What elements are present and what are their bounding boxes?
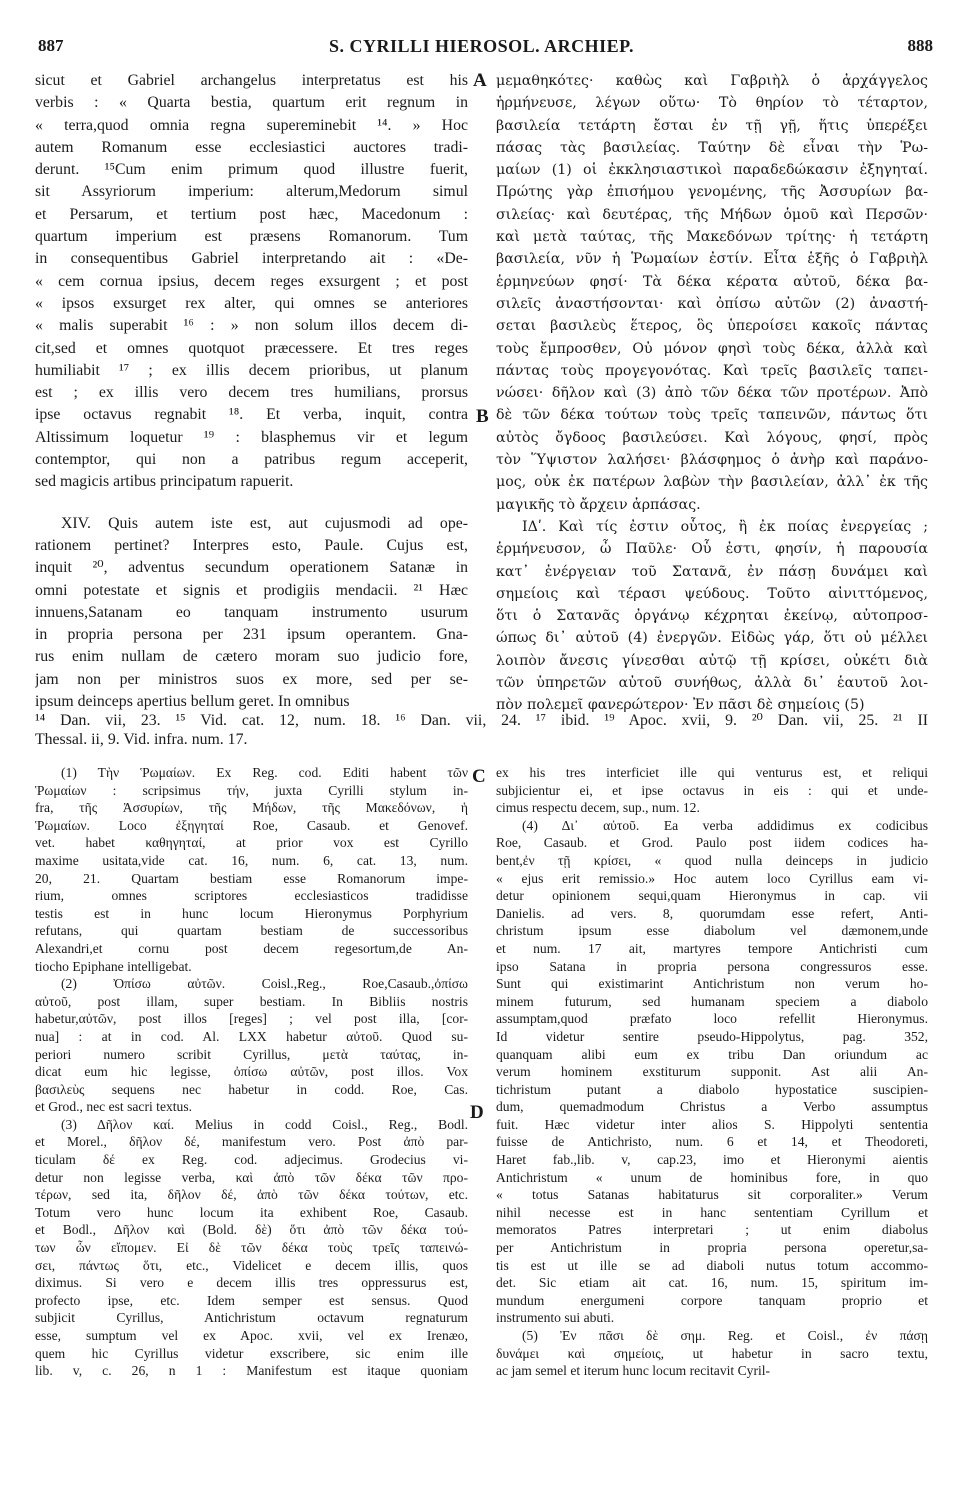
note-line: maxime usitata,vide cat. 16, num. 6, cat. 13, num. xyxy=(35,852,468,868)
latin-line: jam non per ministros suos ex more, sed per se- xyxy=(35,670,468,688)
latin-text-column xyxy=(35,70,468,713)
latin-line: « ipsos exsurget rex alter, qui omnes se anteriores xyxy=(35,294,468,312)
latin-section-14 xyxy=(35,513,468,714)
note-line: fuisse de Antichristo, num. 6 et 14, et Theodoreti, xyxy=(496,1134,928,1150)
latin-line: autem Romanum esse ecclesiastici auctores tradi- xyxy=(35,138,468,156)
note-line: instrumento sui abuti. xyxy=(496,1310,615,1326)
latin-line: XIV. Quis autem iste est, aut cujusmodi ad ope- xyxy=(61,514,468,532)
note-line: (5) Ἐν πᾶσι δὲ σημ. Reg. et Coisl., ἐν πάσῃ xyxy=(522,1328,928,1343)
margin-marker-c: C xyxy=(472,766,486,787)
note-line: bent,ἐν τῇ κρίσει, « quod nulla deinceps in judicio xyxy=(496,852,928,868)
latin-line: quartum imperium est præsens Romanorum. Tum xyxy=(35,228,468,246)
note-line: βασιλεὺς sequens nec habetur in codd. Roe, Cas. xyxy=(35,1081,468,1097)
note-line: rium, omnes scriptores ecclesiasticos tradidisse xyxy=(35,888,468,904)
greek-section-13 xyxy=(496,70,928,516)
latin-line: sit Assyriorum imperium: alterum,Medorum simul xyxy=(35,183,468,201)
note-line: fra, τῆς Ἀσσυρίων, τῆς Μήδων, τῆς Μακεδόνων, ἡ xyxy=(35,800,468,816)
latin-line: innuens,Satanam eo tanquam instrumento usurum xyxy=(35,603,468,621)
greek-line: κατ᾽ ἐνέργειαν τοῦ Σατανᾶ, ἐν πάσῃ δυνάμει καὶ xyxy=(496,563,928,580)
greek-line: καὶ μετὰ ταύτας, τῆς Μακεδόνων τρίτης· ἡ τετάρτη xyxy=(496,229,928,246)
footnote-reference-line: Thessal. ii, 9. Vid. infra. num. 17. xyxy=(35,731,248,748)
note-line: refutans, qui quartam bestiam de successoribus xyxy=(35,923,468,939)
note-line: detur non legisse verba, καὶ ἀπὸ τῶν δέκα τῶν προ- xyxy=(35,1169,468,1185)
note-line: tiocho Epiphane intelligebat. xyxy=(35,958,192,974)
note-line: dicat eum hic legisse, ὀπίσω αὐτῶν, post illos. Vox xyxy=(35,1064,468,1080)
note-line: et Morel., δῆλον δέ, manifestum vero. Post ἀπὸ par- xyxy=(35,1134,468,1150)
greek-line: ἡρμήνευσε, λέγων οὕτω· Τὸ θηρίον τὸ τέταρτον, xyxy=(496,95,928,112)
greek-line: τῶν ὑπηρετῶν αὐτοῦ συνήθως, ἀλλὰ δι᾽ ἑαυτοῦ λοι- xyxy=(496,675,928,692)
page-number-right: 888 xyxy=(907,36,933,55)
note-line: et num. 17 ait, martyres tempore Antichristi cum xyxy=(496,940,928,956)
note-line: αὐτοῦ, post illam, super bestiam. In Bibliis nostris xyxy=(35,993,468,1009)
greek-line: βασιλεία, νῦν ἡ Ῥωμαίων ἐστίν. Εἶτα ἑξῆς ὁ Γαβριὴλ xyxy=(496,251,928,268)
note-line: cimus respectu decem, sup., num. 12. xyxy=(496,800,700,816)
note-line: mundum energumeni corpore tanquam proprio et xyxy=(496,1292,928,1308)
note-line: Ῥωμαίων : scripsimus τήν, juxta Cyrilli stylum in- xyxy=(35,782,468,798)
note-line: detur opinionem sequi,quam Hieronymus in cap. vii xyxy=(496,888,928,904)
note-line: Antichristum « unum de hominibus fore, in quo xyxy=(496,1169,928,1185)
latin-line: verbis : « Quarta bestia, quartum erit regnum in xyxy=(35,94,468,112)
note-line: det. Sic etiam ait cat. 16, num. 15, spiritum im- xyxy=(496,1275,928,1291)
note-line: ac jam semel et iterum hunc locum recitavit Cyril- xyxy=(496,1363,771,1379)
latin-line: est ; ex illis vero decem tres humilians, prorsus xyxy=(35,384,468,402)
latin-line: contemptor, qui non a patribus regum acceperit, xyxy=(35,451,468,469)
note-line: assumptam,quod præfato loco refellit Hieronymus. xyxy=(496,1011,928,1027)
latin-section-13 xyxy=(35,70,468,494)
margin-marker-a: A xyxy=(473,70,487,91)
greek-line: μαγικῆς τὸ ἄρχειν ἁρπάσας. xyxy=(496,496,701,513)
note-line: per Antichristum in propria persona operetur,sa- xyxy=(496,1240,928,1256)
note-line: Roe, Casaub. et Grod. Paulo post iidem codices ha- xyxy=(496,835,928,851)
greek-section-14 xyxy=(496,516,928,717)
greek-line: τὸν Ὕψιστον λαλήσει· βλάσφημος ὁ ἀνὴρ καὶ παράνο- xyxy=(496,452,928,469)
note-line: Sunt qui existimarint Antichristum non verum ho- xyxy=(496,976,928,992)
greek-text-column xyxy=(496,70,928,717)
latin-line: « cem cornua ipsius, decem reges exsurgent ; et post xyxy=(35,272,468,290)
greek-line: αὐτὸς ὄγδοος βασιλεύσει. Καὶ λόγους, φησί, πρὸς xyxy=(496,429,928,446)
notes-left-column xyxy=(35,764,468,1380)
note-line: Danielis. ad vers. 8, quorumdam esse refert, Anti- xyxy=(496,905,928,921)
greek-line: Πρώτης γὰρ ἐπισήμου γενομένης, τῆς Ἀσσυρίων βα- xyxy=(496,184,928,201)
greek-line: νώσει· δῆλον καὶ (3) ἀπὸ τῶν δέκα τῶν προτέρων. Ἀπὸ xyxy=(496,385,928,402)
greek-line: σιλείας· καὶ δευτέρας, τῆς Μήδων ὁμοῦ καὶ Περσῶν· xyxy=(496,206,928,223)
greek-line: σημείοις καὶ τέρασι ψεύδους. Τοῦτο αἰνιττόμενος, xyxy=(496,585,928,602)
greek-line: ΙΔʹ. Καὶ τίς ἐστιν οὗτος, ἢ ἐκ ποίας ἐνεργείας ; xyxy=(522,518,928,535)
latin-line: omni potestate et signis et prodigiis mendacii. ²¹ Hæc xyxy=(35,581,468,599)
note-line: dum, quemadmodum Christus a Verbo assumptus xyxy=(496,1099,928,1115)
greek-line: πὸν πολεμεῖ φανερώτερον· Ἐν πᾶσι δὲ σημείοις (5) xyxy=(496,697,865,714)
note-line: verum hominem exstiturum supponit. Ast alii An- xyxy=(496,1064,928,1080)
latin-line: in consequentibus Gabriel interpretando ait : «De- xyxy=(35,250,468,268)
note-line: ex his tres interficiet ille qui venturus est, et reliqui xyxy=(496,765,928,780)
greek-line: ἑρμηνεύων φησί· Τὰ δέκα κέρατα αὐτοῦ, δέκα βα- xyxy=(496,273,928,290)
note-line: profecto ipse, etc. Idem semper est sensus. Quod xyxy=(35,1292,468,1308)
latin-line: sicut et Gabriel archangelus interpretatus est his xyxy=(35,72,468,89)
latin-line: rationem pertinet? Interpres esto, Paule. Cujus est, xyxy=(35,536,468,554)
note-line: (2) Ὀπίσω αὐτῶν. Coisl.,Reg., Roe,Casaub.,ὀπίσω xyxy=(61,976,468,992)
note-line: (4) Δι᾽ αὐτοῦ. Ea verba addidimus ex codicibus xyxy=(522,817,928,833)
note-line: testis est in hunc locum Hieronymus Porphyrium xyxy=(35,905,468,921)
note-line: Alexandri,et cornu post decem regesortum,de An- xyxy=(35,940,468,956)
note-line: « ejus erit remissio.» Hoc autem loco Cyrillus eam vi- xyxy=(496,870,928,886)
latin-line: derunt. ¹⁵Cum enim primum quod illustre fuerit, xyxy=(35,161,468,179)
note-line: « totus Satanas habitaturus sit corporaliter.» Verum xyxy=(496,1187,928,1203)
note-line: quanquam alibi eum ex tribu Dan oriundum ac xyxy=(496,1046,928,1062)
latin-line: « malis superabit ¹⁶ : » non solum illos decem di- xyxy=(35,317,468,335)
note-line: τέρων, sed ita, δῆλον δέ, ἀπὸ τῶν δέκα τούτων, etc. xyxy=(35,1187,468,1203)
note-line: Id videtur sentire pseudo-Hippolytus, pag. 352, xyxy=(496,1028,928,1044)
greek-line: δὲ τῶν δέκα τούτων τοὺς τρεῖς ταπεινῶν, πάντως ὅτι xyxy=(496,407,928,424)
note-line: nihil necesse est in hanc sententiam Cyrillum et xyxy=(496,1204,928,1220)
greek-line: μεμαθηκότες· καθὼς καὶ Γαβριὴλ ὁ ἀρχάγγελος xyxy=(496,73,928,89)
note-line: δυνάμει καὶ σημείοις, ut habetur in sacro textu, xyxy=(496,1345,928,1361)
note-line: σει, πάντως ὅτι, etc., Videlicet e decem illis, quos xyxy=(35,1257,468,1273)
footnote-reference-line: ¹⁴ Dan. vii, 23. ¹⁵ Vid. cat. 12, num. 18. ¹⁶ Dan. vii, 24. ¹⁷ ibid. ¹⁹ Apoc. xvii, 9. ²⁰ Dan. vii, 25. ²¹ II xyxy=(35,712,928,729)
greek-line: μος, οὐκ ἐκ πατέρων λαβὼν τὴν βασιλείαν, ἀλλ᾽ ἐκ τῆς xyxy=(496,474,928,491)
greek-line: τοὺς ἔμπροσθεν, Οὐ μόνον φησὶ τοὺς δέκα, ἀλλὰ καὶ xyxy=(496,340,928,357)
greek-line: βασιλεία τετάρτη ἔσται ἐν τῇ γῇ, ἥτις ὑπερέξει xyxy=(496,117,928,134)
running-title: S. CYRILLI HIEROSOL. ARCHIEP. xyxy=(329,36,634,56)
note-line: periori numero scribit Cyrillus, μετὰ ταύτας, in- xyxy=(35,1046,468,1062)
note-line: lib. v, c. 26, n 1 : Manifestum est itaque quoniam xyxy=(35,1363,468,1379)
greek-line: σεται βασιλεὺς ἕτερος, ὃς ὑπεροίσει κακοῖς πάντας xyxy=(496,318,928,335)
note-line: et Bodl., Δῆλον καὶ (Bold. δὲ) ὅτι ἀπὸ τῶν δέκα τού- xyxy=(35,1222,468,1238)
latin-line: et Persarum, et tertium post hæc, Macedonum : xyxy=(35,205,468,223)
greek-line: πάσας τὰς βασιλείας. Ταύτην δὲ εἶναι τὴν Ῥω- xyxy=(496,139,928,156)
note-line: ipso Satana in propria persona congressuros esse. xyxy=(496,958,928,974)
note-line: christum ipsum esse diabolum vel dæmonem,unde xyxy=(496,923,928,939)
greek-line: πάντας τοὺς προγεγονότας. Καὶ τρεῖς βασιλεῖς ταπει- xyxy=(496,362,928,379)
note-line: memoratos Patres interpretari ; ut enim diabolus xyxy=(496,1222,928,1238)
note-line: tis est ut ille se ad diaboli nutus totum accommo- xyxy=(496,1257,928,1273)
margin-marker-b: B xyxy=(476,406,489,427)
note-line: (3) Δῆλον καί. Melius in codd Coisl., Reg., Bodl. xyxy=(61,1116,468,1132)
note-line: subjicientur ei, et ipse octavus in eis : qui et unde- xyxy=(496,782,928,798)
running-header xyxy=(30,36,933,58)
note-line: habetur,αὐτῶν, post illos [reges] ; vel post illa, [cor- xyxy=(35,1011,468,1027)
note-line: minem futurum, sed humanam speciem a diabolo xyxy=(496,993,928,1009)
note-line: et Grod., nec est sacri textus. xyxy=(35,1099,193,1115)
latin-line: humiliabit ¹⁷ ; ex illis decem prioribus, ut planum xyxy=(35,361,468,379)
note-line: Ῥωμαίων. Loco ἐξηγηταί Roe, Casaub. et Genovef. xyxy=(35,817,468,833)
latin-line: in propria persona per 231 ipsum operantem. Gna- xyxy=(35,626,468,644)
note-line: quem hic Cyrillus videtur exscribere, sic enim ille xyxy=(35,1345,468,1361)
footnote-references xyxy=(35,711,928,749)
note-line: subjicit Cyrillus, Antichristum octavum regnaturum xyxy=(35,1310,468,1326)
greek-line: μαίων (1) οἱ ἐκκλησιαστικοὶ παραδεδώκασιν ἐξηγηταί. xyxy=(496,162,928,179)
note-line: fuit. Hæc videtur inter alios S. Hippolyti sententia xyxy=(496,1116,928,1132)
latin-line: cit,sed et omnes quotquot præcessere. Et tres reges xyxy=(35,339,468,357)
notes-right-column xyxy=(496,764,928,1380)
latin-line: Altissimum loquetur ¹⁹ : blasphemus vir et legum xyxy=(35,428,468,446)
latin-line: inquit ²⁰, adventus secundum operationem Satanæ in xyxy=(35,559,468,577)
note-line: των ὧν εἴπομεν. Εἰ δὲ τῶν δέκα τοὺς τρεῖς ταπεινώ- xyxy=(35,1240,468,1256)
latin-line: rus enim nullam de cætero moram suo judicio fore, xyxy=(35,648,468,666)
note-line: esse, sumptum vel ex Apoc. xvii, vel ex Irenæo, xyxy=(35,1328,468,1343)
latin-line: ipse octavus regnabit ¹⁸. Et verba, inquit, contra xyxy=(35,406,468,424)
greek-line: ἑρμήνευσον, ὦ Παῦλε· Οὗ ἐστι, φησίν, ἡ παρουσία xyxy=(496,541,928,558)
note-line: tichristum putant a diabolo hypostatice suscipien- xyxy=(496,1081,928,1097)
note-line: diximus. Si vero e decem illis tres oppressurus est, xyxy=(35,1275,468,1291)
note-line: nua] : at in cod. Al. LXX habetur αὐτοῦ. Quod su- xyxy=(35,1028,468,1044)
page-number-left: 887 xyxy=(38,36,64,55)
note-line: ticulam δέ ex Reg. cod. adjecimus. Grodecius vi- xyxy=(35,1152,468,1168)
greek-line: ώπως δι᾽ αὐτοῦ (4) ἐνεργῶν. Εἰδὼς γάρ, ὅτι οὐ μέλλει xyxy=(496,630,928,647)
note-line: 20, 21. Quartam bestiam esse Romanorum impe- xyxy=(35,870,468,886)
latin-line: sed magicis artibus principatum rapuerit. xyxy=(35,473,294,491)
margin-marker-d: D xyxy=(470,1102,484,1123)
latin-line: « terra,quod omnia regna supereminebit ¹⁴. » Hoc xyxy=(35,116,468,134)
note-line: vet. habet καθηγηταί, at prior vox est Cyrillo xyxy=(35,835,468,851)
note-line: (1) Τὴν Ῥωμαίων. Ex Reg. cod. Editi habent τῶν xyxy=(61,765,468,780)
latin-line: ipsum deinceps apertius bellum geret. In omnibus xyxy=(35,693,350,711)
note-line: Totum vero hunc locum ita exhibent Roe, Casaub. xyxy=(35,1204,468,1220)
greek-line: σιλεῖς ἀναστήσονται· καὶ ὀπίσω αὐτῶν (2) ἀναστή- xyxy=(496,295,928,312)
greek-line: λοιπὸν ἄνεσις γίνεσθαι αὐτῷ τῇ κρίσει, οὐκέτι διὰ xyxy=(496,652,928,669)
note-line: Haret fab.,lib. v, cap.23, imo et Hieronymi aientis xyxy=(496,1152,928,1168)
greek-line: ὅτι ὁ Σατανᾶς ὀργάνῳ κέχρηται ἐκείνῳ, αὐτοπροσ- xyxy=(496,608,928,625)
